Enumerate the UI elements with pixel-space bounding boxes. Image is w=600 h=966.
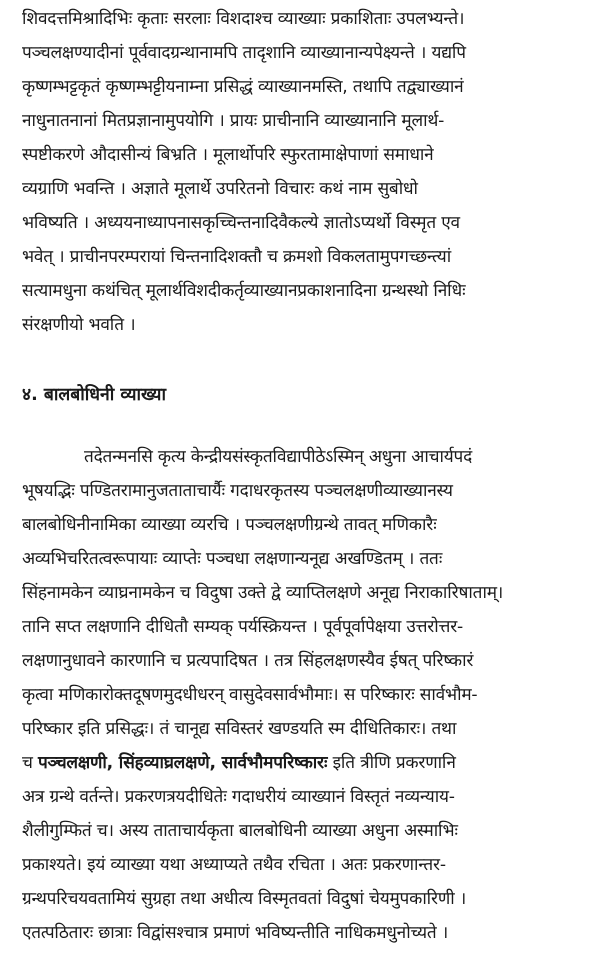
- text-line: पञ्चलक्षण्यादीनां पूर्ववादग्रन्थानामपि तादृशानि व्याख्यानान्यपेक्ष्यन्ते । यद्यपि: [22, 43, 466, 63]
- text-line: बालबोधिनीनामिका व्याख्या व्यरचि । पञ्चलक्षणीग्रन्थे तावत् मणिकारैः: [22, 515, 437, 535]
- text-line: प्रकाश्यते। इयं व्याख्या यथा अध्याप्यते तथैव रचिता । अतः प्रकरणान्तर-: [22, 855, 446, 875]
- text-line: सिंहनामकेन व्याघ्रनामकेन च विदुषा उक्ते द्वे व्याप्तिलक्षणे अनूद्य निराकारिषाताम्।: [22, 583, 504, 603]
- line-prefix: च: [22, 753, 38, 773]
- line-suffix: इति त्रीणि प्रकरणानि: [327, 753, 456, 773]
- text-line: भविष्यति । अध्ययनाध्यापनासकृच्चिन्तनादिवैकल्ये ज्ञातोऽप्यर्थो विस्मृत एव: [22, 213, 460, 233]
- text-line: तानि सप्त लक्षणानि दीधितौ सम्यक् पर्यस्क्रियन्त । पूर्वपूर्वापेक्षया उत्तरोत्तर-: [22, 617, 464, 637]
- text-line: स्पष्टीकरणे औदासीन्यं बिभ्रति । मूलार्थोपरि स्फुरतामाक्षेपाणां समाधाने: [22, 145, 434, 165]
- text-line: अत्र ग्रन्थे वर्तन्ते। प्रकरणत्रयदीधितेः गदाधरीयं व्याख्यानं विस्तृतं नव्यन्याय-: [22, 787, 455, 807]
- section-heading: ४. बालबोधिनी व्याख्या: [22, 385, 166, 405]
- paragraph-2: [22, 440, 578, 950]
- text-line: लक्षणानुधावने कारणानि च प्रत्यपादिषत । तत्र सिंहलक्षणस्यैव ईषत् परिष्कारं: [22, 651, 474, 671]
- paragraph-1: [22, 2, 578, 342]
- text-line: संरक्षणीयो भवति ।: [22, 315, 136, 335]
- text-line: भवेत् । प्राचीनपरम्परायां चिन्तनादिशक्तौ च क्रमशो विकलतामुपगच्छन्त्यां: [22, 247, 452, 267]
- text-line: भूषयद्भिः पण्डितरामानुजताताचार्यैः गदाधरकृतस्य पञ्चलक्षणीव्याख्यानस्य: [22, 481, 453, 501]
- text-line: नाधुनातनानां मितप्रज्ञानामुपयोगि । प्रायः प्राचीनानि व्याख्यानानि मूलार्थ-: [22, 111, 445, 131]
- text-line: एतत्पठितारः छात्राः विद्वांसश्चात्र प्रमाणं भविष्यन्तीति नाधिकमधुनोच्यते ।: [22, 923, 449, 943]
- bold-titles: पञ्चलक्षणी, सिंहव्याघ्रलक्षणे, सार्वभौमपरिष्कारः: [37, 753, 328, 773]
- text-line: सत्यामधुना कथंचित् मूलार्थविशदीकर्तृव्याख्यानप्रकाशनादिना ग्रन्थस्थो निधिः: [22, 281, 466, 301]
- text-line: कृष्णम्भट्टकृतं कृष्णम्भट्टीयनाम्ना प्रसिद्धं व्याख्यानमस्ति, तथापि तद्व्याख्यानं: [22, 77, 464, 97]
- text-line: ग्रन्थपरिचयवतामियं सुग्रहा तथा अधीत्य विस्मृतवतां विदुषां चेयमुपकारिणी ।: [22, 889, 467, 909]
- text-line: शिवदत्तमिश्रादिभिः कृताः सरलाः विशदाश्च व्याख्याः प्रकाशिताः उपलभ्यन्ते।: [22, 9, 465, 29]
- text-line: कृत्वा मणिकारोक्तदूषणमुदधीधरन् वासुदेवसार्वभौमाः। स परिष्कारः सार्वभौम-: [22, 685, 478, 705]
- text-line-bold-titles: [22, 746, 578, 780]
- text-line-first: तदेतन्मनसि कृत्य केन्द्रीयसंस्कृतविद्यापीठेऽस्मिन् अधुना आचार्यपदं: [84, 447, 472, 467]
- text-line: अव्यभिचरितत्वरूपायाः व्याप्तेः पञ्चधा लक्षणान्यनूद्य अखण्डितम् । ततः: [22, 549, 443, 569]
- text-line: व्यग्राणि भवन्ति । अज्ञाते मूलार्थे उपरितनो विचारः कथं नाम सुबोधो: [22, 179, 418, 199]
- text-line: शैलीगुम्फितं च। अस्य ताताचार्यकृता बालबोधिनी व्याख्या अधुना अस्माभिः: [22, 821, 458, 841]
- text-line: परिष्कार इति प्रसिद्धः। तं चानूद्य सविस्तरं खण्डयति स्म दीधितिकारः। तथा: [22, 719, 457, 739]
